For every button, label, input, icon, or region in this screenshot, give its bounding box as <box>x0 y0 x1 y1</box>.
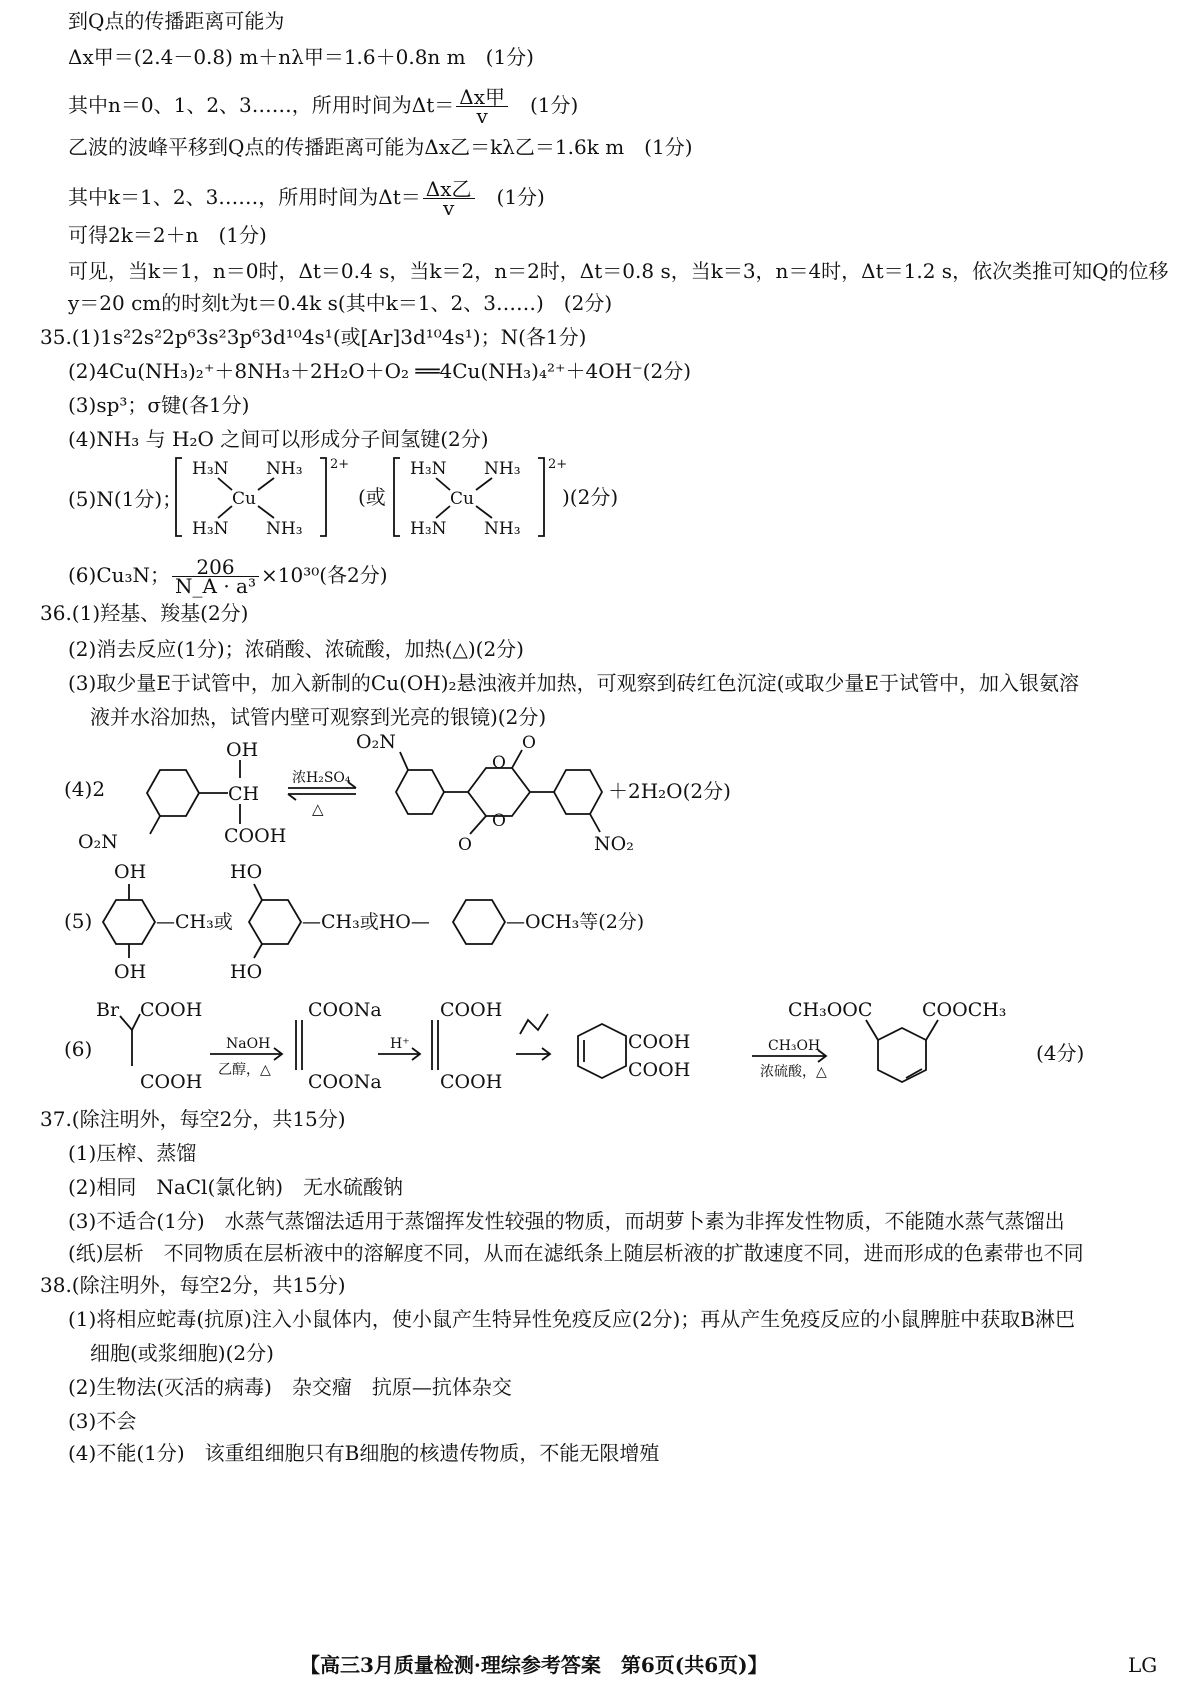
ring-oxygen: O <box>492 753 506 773</box>
copper-center: Cu <box>450 489 474 509</box>
q36-line-3b: 液并水浴加热，试管内壁可观察到光亮的银镜)(2分) <box>90 705 547 729</box>
score-label: (4分) <box>1036 1041 1085 1065</box>
ligand-nh3: H₃N <box>192 519 229 539</box>
copper-center: Cu <box>232 489 256 509</box>
cooh-group: COOH <box>440 999 503 1021</box>
methoxy-group: —OCH₃等(2分) <box>506 911 645 933</box>
reagent-methanol: CH₃OH <box>768 1038 821 1054</box>
cooh-group: COOH <box>140 1071 203 1093</box>
coefficient-label: (4)2 <box>64 777 106 801</box>
cooh-group: COOH <box>628 1059 691 1081</box>
methyl-or-ho: —CH₃或HO— <box>302 911 430 933</box>
phys-line-3: 其中n＝0、1、2、3……，所用时间为Δt＝ $\frac{\text{Δx甲}}{v}$ (1分) <box>68 85 579 128</box>
ho-group: HO <box>230 861 263 883</box>
benzene-ring <box>103 900 155 944</box>
methyl-or: —CH₃或 <box>156 911 233 933</box>
q38-line-2b: 细胞(或浆细胞)(2分) <box>90 1341 274 1365</box>
phys-line-4: 乙波的波峰平移到Q点的传播距离可能为Δx乙＝kλ乙＝1.6k m (1分) <box>68 135 693 159</box>
oh-group: OH <box>226 739 259 761</box>
ring-oxygen: O <box>492 811 506 831</box>
q36-line-1: 36.(1)羟基、羧基(2分) <box>40 601 249 625</box>
phys-line-1: 到Q点的传播距离可能为 <box>68 9 285 33</box>
condition-heat: △ <box>312 800 324 818</box>
cooh-group: COOH <box>140 999 203 1021</box>
ligand-nh3: H₃N <box>410 519 447 539</box>
copper-complex-structures <box>170 452 650 544</box>
footer-code: LG <box>1128 1653 1158 1677</box>
q36-line-3: (3)取少量E于试管中，加入新制的Cu(OH)₂悬浊液并加热，可观察到砖红色沉淀(或取少量E于试管中，加入银氨溶 <box>68 671 1079 695</box>
q38-line-3: (2)生物法(灭活的病毒) 杂交瘤 抗原—抗体杂交 <box>68 1375 512 1399</box>
ligand-nh3: NH₃ <box>266 459 303 479</box>
density-fraction: $\frac{206}{\text{N\_A · a³}}$ <box>172 558 259 595</box>
label: (5) <box>64 909 93 933</box>
charge-label: 2+ <box>330 457 350 472</box>
benzene-ring <box>554 770 602 814</box>
structures-5 <box>60 858 740 982</box>
q35-line-6: (6)Cu₃N； $\frac{206}{\text{N\_A · a³}}$ ×10³⁰(各2分) <box>68 555 388 598</box>
footer-title: 【高三3月质量检测·理综参考答案 第6页(共6页)】 <box>300 1653 768 1677</box>
nitro-group: O₂N <box>356 734 396 753</box>
q35-line-5a: (5)N(1分)； <box>68 487 183 511</box>
phys-line-7: 可见，当k＝1，n＝0时，Δt＝0.4 s，当k＝2，n＝2时，Δt＝0.8 s，当k＝3，n＝4时，Δt＝1.2 s，依次类推可知Q的位移 <box>68 259 1169 283</box>
benzene-ring <box>396 770 444 814</box>
reagent-acid: H⁺ <box>390 1036 410 1052</box>
ester-group: COOCH₃ <box>922 999 1007 1021</box>
ho-group: HO <box>230 961 263 982</box>
q35-line-1: 35.(1)1s²2s²2p⁶3s²3p⁶3d¹⁰4s¹(或[Ar]3d¹⁰4s¹)；N(各1分) <box>40 325 587 349</box>
cooh-group: COOH <box>628 1031 691 1053</box>
reagent-naoh: NaOH <box>226 1036 271 1052</box>
q37-line-3: (2)相同 NaCl(氯化钠) 无水硫酸钠 <box>68 1175 404 1199</box>
q35-line-3: (3)sp³；σ键(各1分) <box>68 393 250 417</box>
nitro-group: O₂N <box>78 831 118 853</box>
coona-group: COONa <box>308 1071 382 1093</box>
label: (6) <box>64 1037 93 1061</box>
score-label: )(2分) <box>562 485 619 509</box>
phys-line-8: y＝20 cm的时刻t为t＝0.4k s(其中k＝1、2、3……) (2分) <box>68 291 613 315</box>
q38-line-2: (1)将相应蛇毒(抗原)注入小鼠体内，使小鼠产生特异性免疫反应(2分)；再从产生免疫反应的小鼠脾脏中获取B淋巴 <box>68 1307 1075 1331</box>
complex-structure-arrows <box>176 457 349 539</box>
cooh-group: COOH <box>440 1071 503 1093</box>
q37-line-4: (3)不适合(1分) 水蒸气蒸馏法适用于蒸馏挥发性较强的物质，而胡萝卜素为非挥发性物质，不能随水蒸气蒸馏出 <box>68 1209 1065 1233</box>
q37-line-5: (纸)层析 不同物质在层析液中的溶解度不同，从而在滤纸条上随层析液的扩散速度不同，进而形成的色素带也不同 <box>68 1241 1084 1265</box>
q38-line-5: (4)不能(1分) 该重组细胞只有B细胞的核遗传物质，不能无限增殖 <box>68 1441 660 1465</box>
benzene-ring <box>453 900 505 944</box>
cooh-group: COOH <box>224 825 287 847</box>
cyclohexene-ring <box>578 1024 626 1078</box>
ligand-nh3: NH₃ <box>266 519 303 539</box>
phys-line-5: 其中k＝1、2、3……，所用时间为Δt＝ $\frac{\text{Δx乙}}{v}$ (1分) <box>68 177 545 220</box>
ester-group: CH₃OOC <box>788 999 873 1021</box>
benzene-ring <box>249 900 301 944</box>
reaction-tail: ＋2H₂O(2分) <box>608 779 731 803</box>
ligand-nh3: H₃N <box>410 459 447 479</box>
fraction: $\frac{\text{Δx乙}}{v}$ <box>423 180 475 217</box>
charge-label: 2+ <box>548 457 568 472</box>
carbonyl-oxygen: O <box>458 835 472 855</box>
q37-line-1: 37.(除注明外，每空2分，共15分) <box>40 1107 346 1131</box>
oh-group: OH <box>114 961 147 982</box>
or-label: (或 <box>358 485 386 509</box>
condition-ethanol: 乙醇，△ <box>218 1062 271 1078</box>
q38-line-1: 38.(除注明外，每空2分，共15分) <box>40 1273 346 1297</box>
nitro-group: NO₂ <box>594 833 634 855</box>
coona-group: COONa <box>308 999 382 1021</box>
condition-h2so4: 浓硫酸，△ <box>760 1064 827 1080</box>
q36-line-2: (2)消去反应(1分)；浓硝酸、浓硫酸，加热(△)(2分) <box>68 637 524 661</box>
complex-structure-lines <box>394 457 567 539</box>
oh-group: OH <box>114 861 147 883</box>
phys-line-6: 可得2k＝2＋n (1分) <box>68 223 267 247</box>
condition-conc-h2so4: 浓H₂SO₄ <box>292 770 351 786</box>
q38-line-4: (3)不会 <box>68 1409 137 1433</box>
carbonyl-oxygen: O <box>522 734 536 753</box>
ligand-nh3: H₃N <box>192 459 229 479</box>
bromo-group: Br <box>96 999 120 1021</box>
synthesis-route-6 <box>60 990 1160 1100</box>
butadiene <box>520 1014 548 1034</box>
ligand-nh3: NH₃ <box>484 459 521 479</box>
phys-line-2: Δx甲＝(2.4－0.8) m＋nλ甲＝1.6＋0.8n m (1分) <box>68 45 534 69</box>
q35-line-4: (4)NH₃ 与 H₂O 之间可以形成分子间氢键(2分) <box>68 427 489 451</box>
fraction: $\frac{\text{Δx甲}}{v}$ <box>456 88 508 125</box>
ch-group: CH <box>228 783 260 805</box>
reaction-4 <box>60 734 760 858</box>
q37-line-2: (1)压榨、蒸馏 <box>68 1141 197 1165</box>
benzene-ring <box>147 770 199 816</box>
q35-line-2: (2)4Cu(NH₃)₂⁺＋8NH₃＋2H₂O＋O₂ ══4Cu(NH₃)₄²⁺＋4OH⁻(2分) <box>68 359 692 383</box>
ligand-nh3: NH₃ <box>484 519 521 539</box>
cyclohexene-ring <box>878 1028 926 1082</box>
dioxane-ring <box>468 768 530 816</box>
